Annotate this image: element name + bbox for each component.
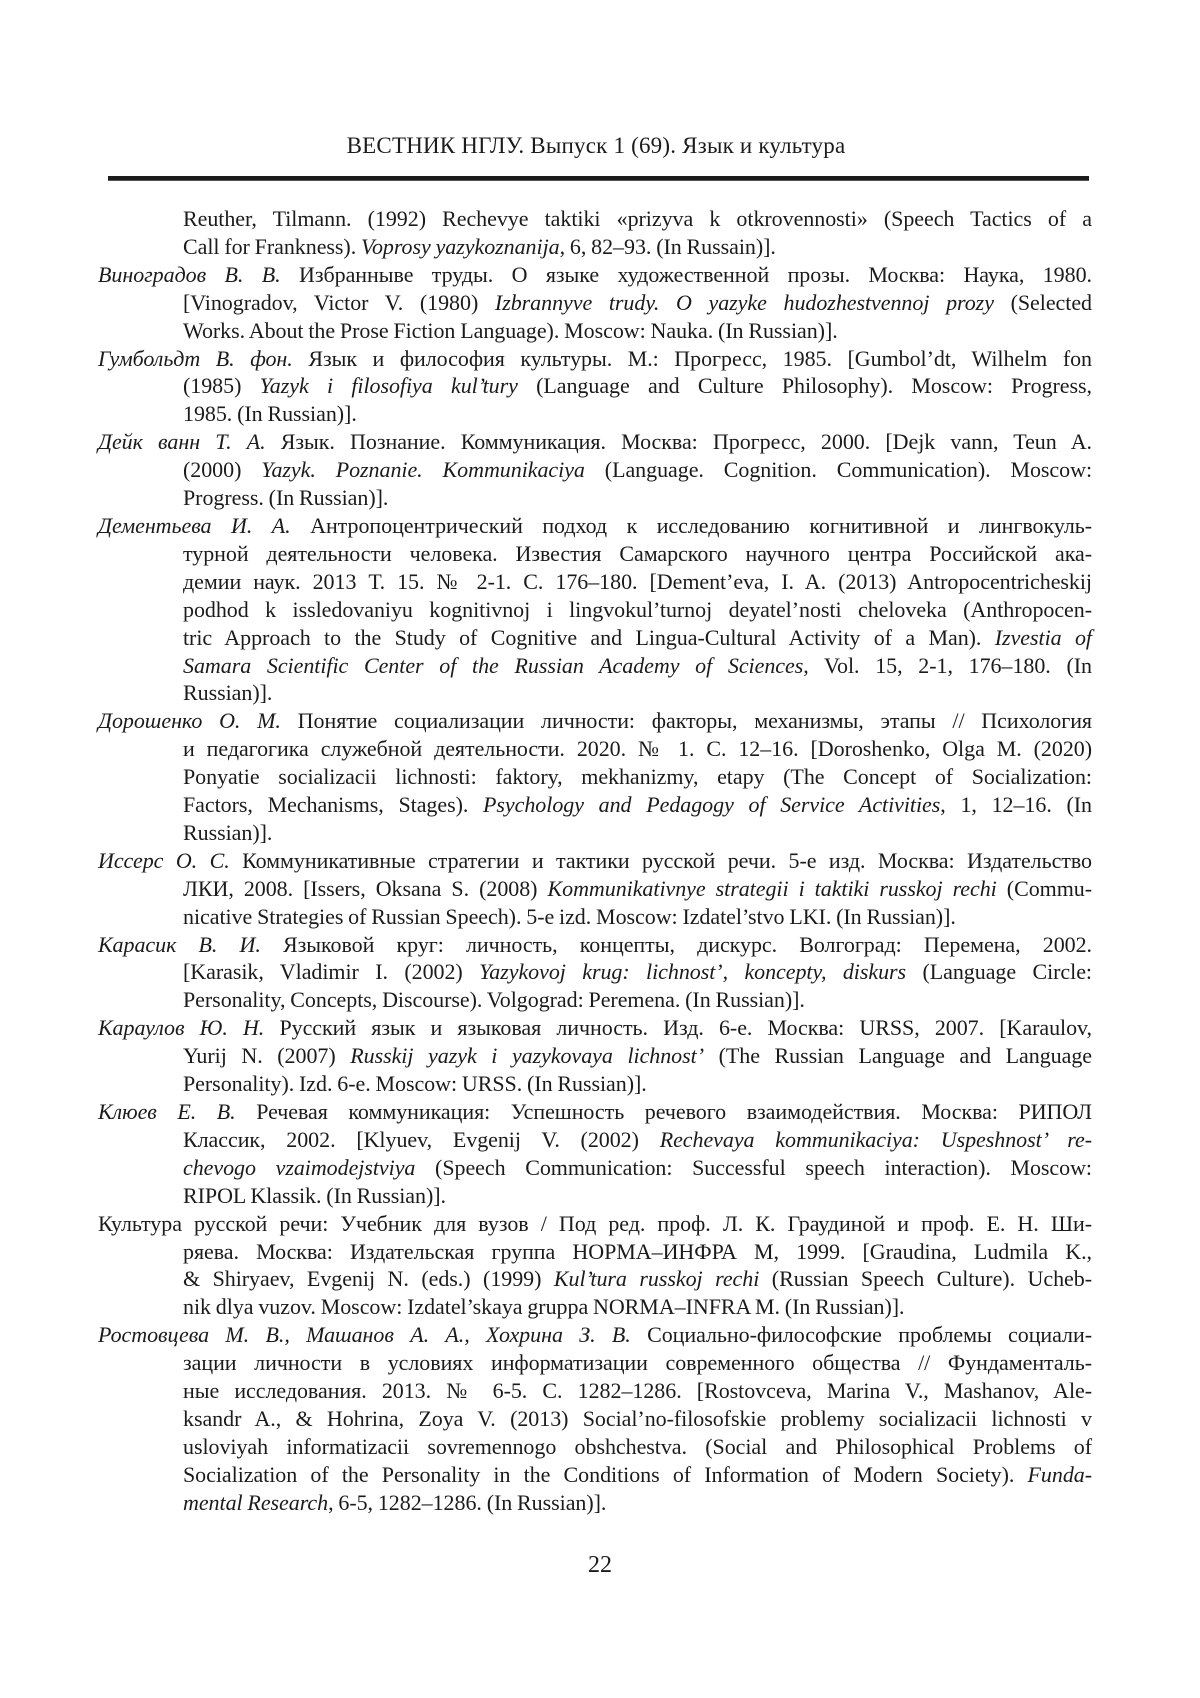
reference-entry — [98, 205, 1092, 261]
reference-line: зации личности в условиях информатизации современного общества // Фундаменталь- — [183, 1350, 1092, 1376]
reference-line: usloviyah informatizacii sovremennogo obshchestva. (Social and Philosophical Problems of — [183, 1433, 1092, 1459]
reference-line: ряева. Москва: Издательская группа НОРМА–ИНФРА М, 1999. [Graudina, Ludmila K., — [183, 1238, 1092, 1264]
reference-line: podhod k issledovaniyu kognitivnoj i lingvokul’turnoj deyatel’nosti cheloveka (Anthropocen- — [183, 596, 1092, 622]
reference-entry — [98, 1014, 1092, 1098]
reference-entry — [98, 1098, 1092, 1210]
reference-line: RIPOL Klassik. (In Russian)]. — [183, 1182, 446, 1208]
reference-entry — [98, 512, 1092, 707]
reference-line: chevogo vzaimodejstviya (Speech Communication: Successful speech interaction). Moscow: — [183, 1154, 1092, 1180]
reference-line: Ростовцева М. В., Машанов А. А., Хохрина З. В. Социально-философские проблемы социали- — [98, 1322, 1092, 1348]
journal-header: ВЕСТНИК НГЛУ. Выпуск 1 (69). Язык и культура — [346, 133, 846, 158]
reference-entry — [98, 345, 1092, 429]
reference-line: (2000) Yazyk. Poznanie. Kommunikaciya (Language. Cognition. Communication). Moscow: — [183, 457, 1093, 483]
reference-line: ksandr A., & Hohrina, Zoya V. (2013) Social’no-filosofskie problemy socializacii lichnosti v — [183, 1405, 1092, 1431]
reference-line: Гумбольдт В. фон. Язык и философия культуры. М.: Прогресс, 1985. [Gumbol’dt, Wilhelm fon — [98, 345, 1092, 371]
reference-line: Factors, Mechanisms, Stages). Psychology and Pedagogy of Service Activities, 1, 12–16. (In — [183, 792, 1092, 818]
reference-line: Works. About the Prose Fiction Language). Moscow: Nauka. (In Russian)]. — [183, 317, 838, 343]
reference-line: tric Approach to the Study of Cognitive and Lingua-Cultural Activity of a Man). Izvestia of — [183, 624, 1092, 650]
reference-line: Ponyatie socializacii lichnosti: faktory, mekhanizmy, etapy (The Concept of Socialization: — [183, 764, 1092, 790]
page-number: 22 — [588, 1552, 612, 1578]
reference-line: mental Research, 6-5, 1282–1286. (In Russian)]. — [183, 1489, 607, 1515]
reference-line: Personality, Concepts, Discourse). Volgograd: Peremena. (In Russian)]. — [183, 987, 805, 1013]
reference-entry — [98, 931, 1092, 1015]
reference-line: ные исследования. 2013. № 6-5. С. 1282–1286. [Rostovceva, Marina V., Mashanov, Ale- — [183, 1378, 1092, 1404]
reference-line: и педагогика служебной деятельности. 2020. № 1. С. 12–16. [Doroshenko, Olga M. (2020) — [183, 736, 1092, 762]
reference-line: 1985. (In Russian)]. — [183, 401, 357, 427]
reference-line: Дорошенко О. М. Понятие социализации личности: факторы, механизмы, этапы // Психология — [98, 708, 1092, 734]
reference-line: Караулов Ю. Н. Русский язык и языковая личность. Изд. 6-е. Москва: URSS, 2007. [Karaulov, — [98, 1015, 1092, 1041]
reference-entry — [98, 1210, 1092, 1322]
references-list — [98, 205, 1092, 1517]
reference-line: Иссерс О. С. Коммуникативные стратегии и тактики русской речи. 5-е изд. Москва: Издательство — [98, 847, 1093, 873]
reference-line: Клюев Е. В. Речевая коммуникация: Успешность речевого взаимодействия. Москва: РИПОЛ — [98, 1099, 1093, 1124]
reference-entry — [98, 428, 1092, 512]
reference-line: турной деятельности человека. Известия Самарского научного центра Российской ака- — [183, 540, 1092, 566]
reference-line: Samara Scientific Center of the Russian Academy of Sciences, Vol. 15, 2-1, 176–180. (In — [183, 652, 1092, 678]
reference-line: Socialization of the Personality in the Conditions of Information of Modern Society). Funda- — [183, 1461, 1092, 1487]
reference-line: & Shiryaev, Evgenij N. (eds.) (1999) Kul’tura russkoj rechi (Russian Speech Culture). Ucheb- — [183, 1266, 1092, 1292]
reference-entry — [98, 847, 1092, 931]
reference-line: Russian)]. — [183, 819, 273, 845]
reference-entry — [98, 1321, 1092, 1516]
reference-line: Call for Frankness). Voprosy yazykoznanija, 6, 82–93. (In Russain)]. — [183, 233, 776, 259]
reference-line: Reuther, Tilmann. (1992) Rechevye taktiki «prizyva k otkrovennosti» (Speech Tactics of a — [183, 206, 1092, 231]
reference-line: Russian)]. — [183, 680, 273, 706]
reference-line: Дементьева И. А. Антропоцентрический подход к исследованию когнитивной и лингвокуль- — [98, 512, 1093, 538]
reference-line: Дейк ванн Т. А. Язык. Познание. Коммуникация. Москва: Прогресс, 2000. [Dejk vann, Teun A. — [98, 429, 1092, 455]
reference-line: nik dlya vuzov. Moscow: Izdatel’skaya gruppa NORMA–INFRA M. (In Russian)]. — [183, 1294, 905, 1320]
reference-line: Виноградов В. В. Избранныве труды. О языке художественной прозы. Москва: Наука, 1980. — [98, 261, 1092, 287]
reference-line: демии наук. 2013 Т. 15. № 2-1. С. 176–180. [Dement’eva, I. A. (2013) Antropocentricheskij — [183, 568, 1092, 594]
reference-line: [Vinogradov, Victor V. (1980) Izbrannyve trudy. O yazyke hudozhestvennoj prozy (Selected — [183, 289, 1092, 315]
reference-line: Карасик В. И. Языковой круг: личность, концепты, дискурс. Волгоград: Перемена, 2002. — [98, 931, 1092, 957]
reference-line: [Karasik, Vladimir I. (2002) Yazykovoj krug: lichnost’, koncepty, diskurs (Language Circle: — [183, 959, 1092, 985]
reference-line: Yurij N. (2007) Russkij yazyk i yazykovaya lichnost’ (The Russian Language and Language — [183, 1043, 1092, 1069]
reference-line: Personality). Izd. 6-e. Moscow: URSS. (In Russian)]. — [183, 1071, 647, 1097]
reference-entry — [98, 707, 1092, 847]
header-rule-divider — [108, 176, 1089, 181]
reference-entry — [98, 261, 1092, 345]
reference-line: Классик, 2002. [Klyuev, Evgenij V. (2002) Rechevaya kommunikaciya: Uspeshnost’ re- — [183, 1126, 1092, 1152]
reference-line: Культура русской речи: Учебник для вузов / Под ред. проф. Л. К. Граудиной и проф. Е. Н. Ши- — [98, 1210, 1092, 1236]
reference-line: nicative Strategies of Russian Speech). 5-e izd. Moscow: Izdatel’stvo LKI. (In Russian)]. — [183, 903, 956, 929]
reference-line: ЛКИ, 2008. [Issers, Oksana S. (2008) Kommunikativnye strategii i taktiki russkoj rechi (Commu- — [183, 875, 1092, 901]
reference-line: (1985) Yazyk i filosofiya kul’tury (Language and Culture Philosophy). Moscow: Progress, — [183, 373, 1092, 399]
reference-line: Progress. (In Russian)]. — [183, 485, 389, 511]
